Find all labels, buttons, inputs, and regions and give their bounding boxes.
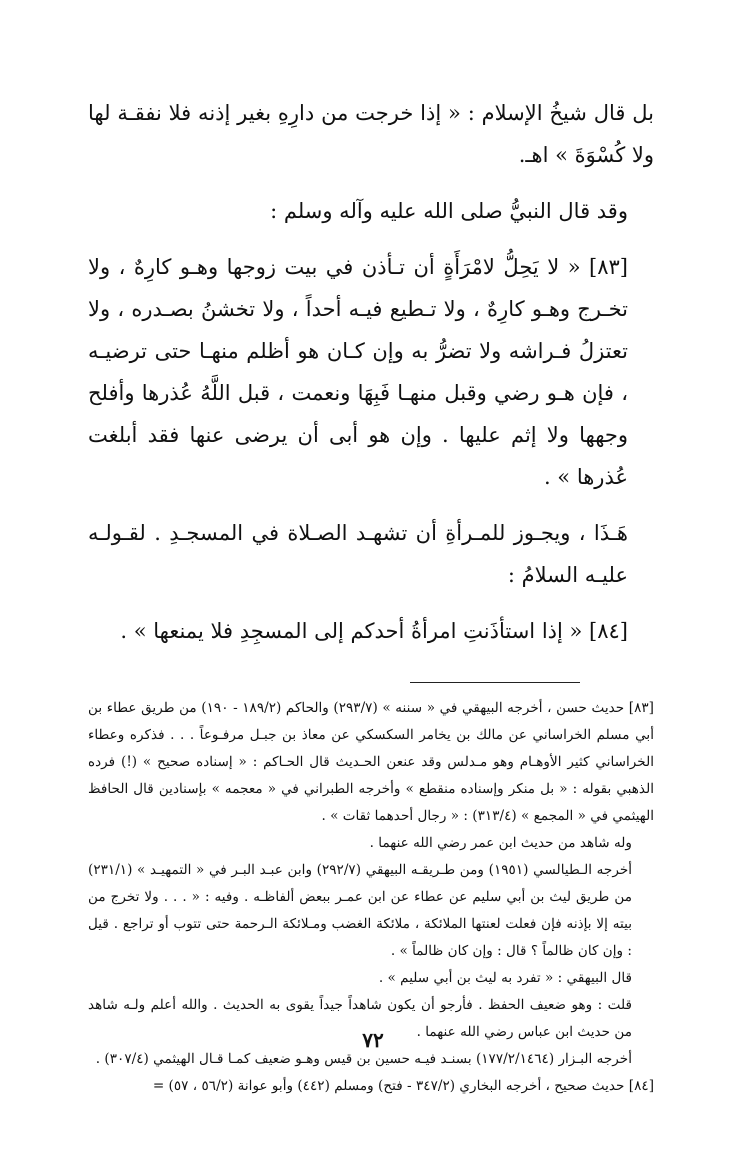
page-number: ٧٢ xyxy=(362,1028,384,1052)
footnote-83-comment: قلت : وهو ضعيف الحفظ . فأرجو أن يكون شاهداً جيداً يقوى به الحديث . والله أعلم ولـه شاهد من حديث ابن عباس رضي الله عنهما . xyxy=(88,997,632,1040)
footnote-83: [٨٣] حديث حسن ، أخرجه البيهقي في « سننه » (٢٩٣/٧) والحاكم (١٨٩/٢ - ١٩٠) من طريق عطاء بن أبي مسلم الخراساني عن مالك بن يخامر السكسكي عن معاذ بن جبـل مرفـوعاً . . . فذكره وعطاء الخراساني كثير الأوهـام وهو مـدلس وقد عنعن الحـديث قال الحـاكم : « إسناده صحيح » (!) فرده الذهبي بقوله : « بل منكر وإسناده منقطع » وأخرجه الطبراني في « معجمه » بإسنادين قال الحافظ الهيثمي في « المجمع » (٣١٣/٤) : « رجال أحدهما ثقات » . xyxy=(88,700,654,824)
footnote-83-bazzar: أخرجه البـزار (١٧٧/٢/١٤٦٤) بسنـد فيـه حسين بن قيس وهـو ضعيف كمـا قـال الهيثمي (٣٠٧/٤) . xyxy=(95,1051,632,1067)
paragraph-4: هَـذَا ، ويجـوز للمـرأةِ أن تشهـد الصـلاة في المسجـدِ . لقـولـه عليـه السلامُ : xyxy=(88,521,628,587)
footnote-84: [٨٤] حديث صحيح ، أخرجه البخاري (٣٤٧/٢ - فتح) ومسلم (٤٤٢) وأبو عوانة (٥٦/٢ ، ٥٧) = xyxy=(152,1078,654,1094)
footnote-83-witness-1: وله شاهد من حديث ابن عمر رضي الله عنهما . xyxy=(369,835,632,851)
hadith-84: [٨٤] « إذا استأذَنتِ امرأةُ أحدكم إلى المسجِدِ فلا يمنعها » . xyxy=(120,619,628,643)
hadith-83: [٨٣] « لا يَحِلُّ لامْرَأَةٍ أن تـأذن في بيت زوجها وهـو كارِهٌ ، ولا تخـرج وهـو كارِهٌ ، ولا تـطيع فيـه أحداً ، ولا تخشنُ بصـدره ، ولا تعتزلُ فـراشه ولا تضرُّ به وإن كـان هو أظلم منهـا حتى ترضيـه ، فإن هـو رضي وقبل منهـا فَبِهَا ونعمت ، قبل اللَّهُ عُذرها وأفلح وجهها ولا إثم عليها . وإن هو أبى أن يرضى عنها فقد أبلغت عُذرها » . xyxy=(88,255,628,489)
paragraph-1: بل قال شيخُ الإسلام : « إذا خرجت من دارِهِ بغير إذنه فلا نفقـة لها ولا كُسْوَةَ » اهـ. xyxy=(88,101,654,167)
paragraph-2: وقد قال النبيُّ صلى الله عليه وآله وسلم : xyxy=(270,199,628,223)
main-text xyxy=(88,92,654,652)
footnote-separator-wrap xyxy=(88,682,654,683)
footnote-83-takhrij: أخرجه الـطيالسي (١٩٥١) ومن طـريقـه البيهقي (٢٩٢/٧) وابن عبـد البـر في « التمهيـد » (٢٣١/١) من طريق ليث بن أبي سليم عن عطاء عن ابن عمـر ببعض ألفاظـه . وفيه : « . . . ولا تخرج من بيته إلا بإذنه فإن فعلت لعنتها الملائكة ، ملائكة الغضب ومـلائكة الـرحمة حتى تتوب أو تراجع . قيل : وإن كان ظالماً ؟ قال : وإن كان ظالماً » . xyxy=(88,862,633,959)
footnote-separator xyxy=(410,682,580,683)
footnote-83-bayhaqi: قال البيهقي : « تفرد به ليث بن أبي سليم » . xyxy=(378,970,632,986)
